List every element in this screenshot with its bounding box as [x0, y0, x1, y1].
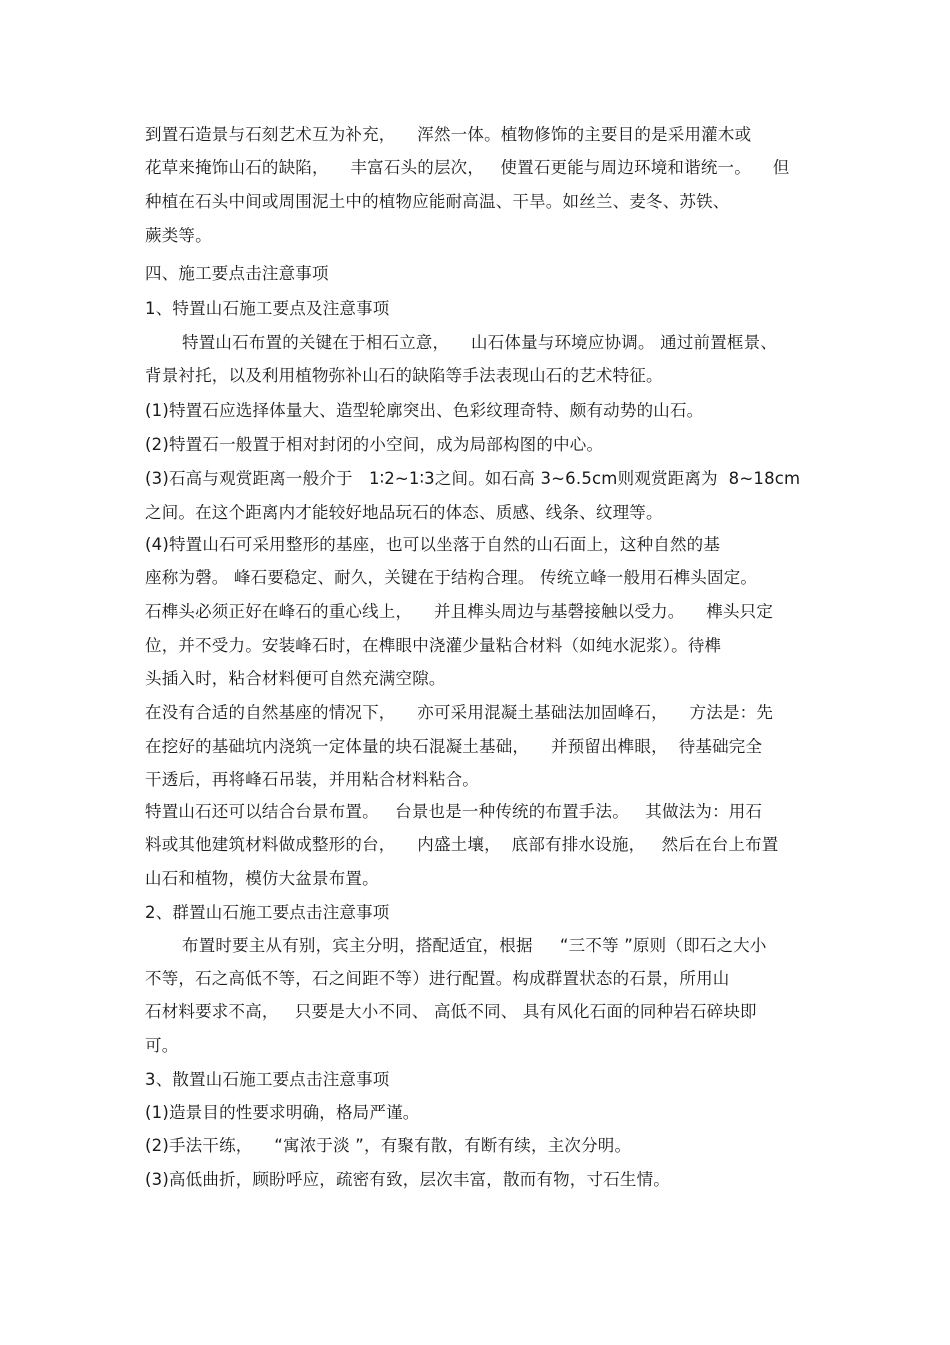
text-line: 在没有合适的自然基座的情况下， 亦可采用混凝土基础法加固峰石， 方法是：先: [145, 703, 774, 722]
list-item: (4)特置山石可采用整形的基座，也可以坐落于自然的山石面上，这种自然的基: [145, 535, 721, 554]
list-item: (1)造景目的性要求明确，格局严谨。: [145, 1103, 420, 1122]
text-line: 头插入时，粘合材料便可自然充满空隙。: [145, 669, 446, 688]
text-line: 到置石造景与石刻艺术互为补充， 浑然一体。植物修饰的主要目的是采用灌木或: [145, 125, 752, 144]
text-line: 在挖好的基础坑内浇筑一定体量的块石混凝土基础， 并预留出榫眼， 待基础完全: [145, 737, 763, 756]
list-item: (3)石高与观赏距离一般介于 1∶2~1∶3之间。如石高 3~6.5cm则观赏距离为 8~18cm: [145, 469, 801, 488]
text-line: 之间。在这个距离内才能较好地品玩石的体态、质感、线条、纹理等。: [145, 503, 663, 522]
text-line: 蕨类等。: [145, 226, 212, 245]
text-line: 花草来掩饰山石的缺陷， 丰富石头的层次， 使置石更能与周边环境和谐统一。 但: [145, 158, 790, 177]
text-line: 石榫头必须正好在峰石的重心线上， 并且榫头周边与基磬接触以受力。 榫头只定: [145, 602, 774, 621]
text-line: 料或其他建筑材料做成整形的台， 内盛土壤， 底部有排水设施， 然后在台上布置: [145, 835, 779, 854]
list-item: (2)手法干练， “寓浓于淡 ”，有聚有散，有断有续，主次分明。: [145, 1136, 632, 1155]
text-line: 不等，石之高低不等，石之间距不等）进行配置。构成群置状态的石景，所用山: [145, 969, 730, 988]
list-item: (3)高低曲折，顾盼呼应，疏密有致，层次丰富，散而有物，寸石生情。: [145, 1170, 670, 1189]
text-line: 特置山石布置的关键在于相石立意， 山石体量与环境应协调。 通过前置框景、: [182, 333, 778, 352]
text-line: 山石和植物，模仿大盆景布置。: [145, 869, 379, 888]
text-line: 位，并不受力。安装峰石时，在榫眼中浇灌少量粘合材料（如纯水泥浆）。待榫: [145, 636, 722, 655]
subsection-heading: 2、群置山石施工要点击注意事项: [145, 903, 390, 922]
text-line: 背景衬托，以及利用植物弥补山石的缺陷等手法表现山石的艺术特征。: [145, 366, 663, 385]
list-item: (1)特置石应选择体量大、造型轮廓突出、色彩纹理奇特、颇有动势的山石。: [145, 401, 704, 420]
subsection-heading: 1、特置山石施工要点及注意事项: [145, 299, 390, 318]
text-line: 种植在石头中间或周围泥土中的植物应能耐高温、干旱。如丝兰、麦冬、苏铁、: [145, 192, 730, 211]
text-line: 石材料要求不高， 只要是大小不同、 高低不同、 具有风化石面的同种岩石碎块即: [145, 1002, 757, 1021]
section-heading: 四、施工要点击注意事项: [145, 264, 329, 283]
text-line: 可。: [145, 1036, 179, 1055]
subsection-heading: 3、散置山石施工要点击注意事项: [145, 1070, 390, 1089]
text-line: 特置山石还可以结合台景布置。 台景也是一种传统的布置手法。 其做法为：用石: [145, 802, 763, 821]
list-item: (2)特置石一般置于相对封闭的小空间，成为局部构图的中心。: [145, 435, 604, 454]
text-line: 干透后，再将峰石吊装，并用粘合材料粘合。: [145, 770, 479, 789]
text-line: 布置时要主从有别，宾主分明，搭配适宜，根据 “三不等 ”原则（即石之大小: [182, 936, 767, 955]
text-line: 座称为磬。 峰石要稳定、耐久，关键在于结构合理。 传统立峰一般用石榫头固定。: [145, 568, 758, 587]
